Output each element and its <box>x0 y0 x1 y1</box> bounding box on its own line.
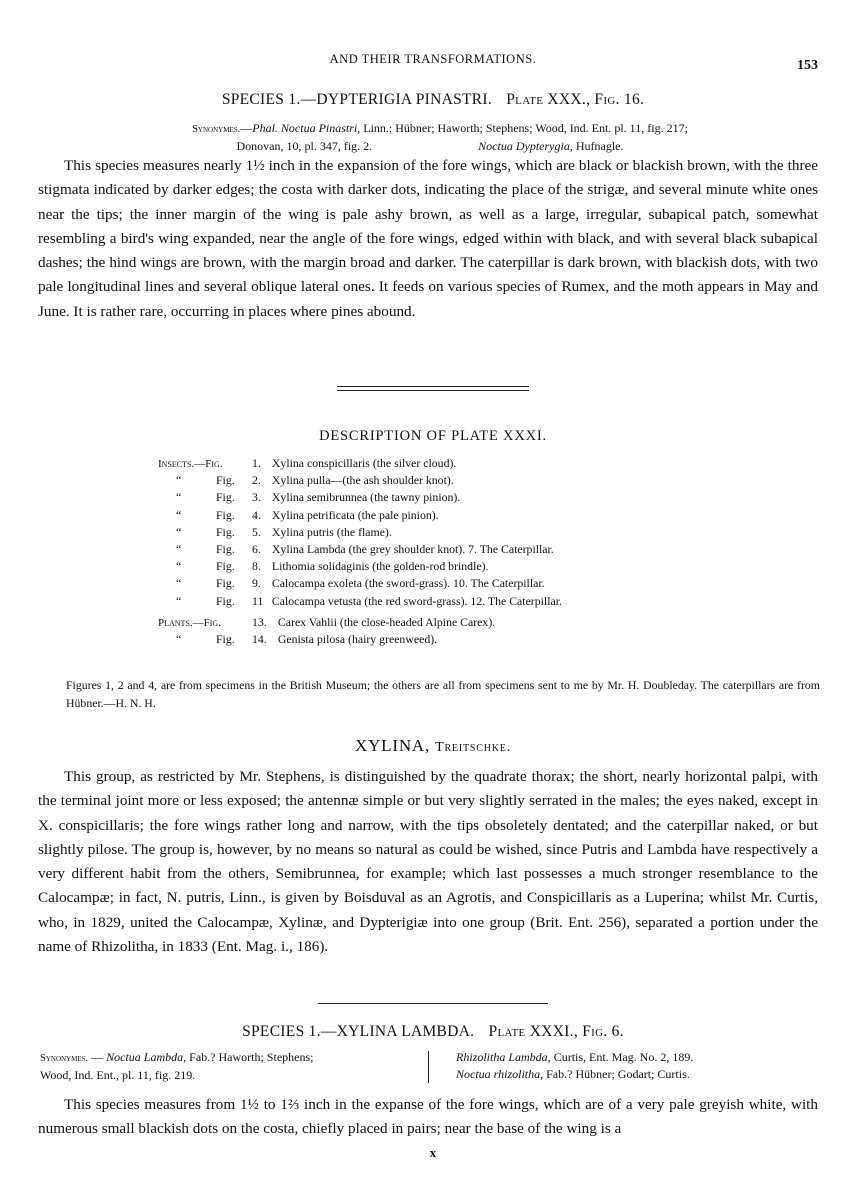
signature-mark: x <box>429 1145 437 1160</box>
fig-label: Fig. <box>216 490 235 505</box>
insects-label: Insects.—Fig. <box>158 458 223 470</box>
list-item <box>158 489 678 506</box>
ditto-mark: “ <box>176 576 182 591</box>
ditto-mark: “ <box>176 524 182 539</box>
figure-number: 11 <box>252 593 264 608</box>
fig-label: Fig. <box>216 524 235 539</box>
figure-list <box>158 455 678 648</box>
list-item <box>158 631 678 648</box>
ditto-mark: “ <box>176 490 182 505</box>
genus-heading <box>0 736 866 756</box>
fig-label: Fig. <box>216 541 235 556</box>
plate-reference: Plate XXX., Fig. 16. <box>506 91 645 108</box>
fig-label: Fig. <box>216 576 235 591</box>
fig-label: Fig. <box>216 631 235 646</box>
figure-number: 13. <box>252 614 267 629</box>
synonyms-label: Synonymes. <box>40 1053 89 1064</box>
figure-caption: Calocampa vetusta (the red sword-grass). 12. The Caterpillar. <box>271 593 562 608</box>
figure-caption: Genista pilosa (hairy greenweed). <box>277 631 438 646</box>
list-item <box>158 593 678 610</box>
genus-name: XYLINA, <box>355 736 431 755</box>
list-item <box>158 455 678 472</box>
figure-number: 2. <box>252 473 261 488</box>
species-title: SPECIES 1.—XYLINA LAMBDA. <box>242 1023 475 1040</box>
ditto-mark: “ <box>176 507 182 522</box>
plate-reference: Plate XXXI., Fig. 6. <box>488 1023 624 1040</box>
list-item <box>158 558 678 575</box>
figure-number: 9. <box>252 576 261 591</box>
page-number: 153 <box>797 58 818 73</box>
species-heading <box>0 1023 866 1041</box>
species-title: SPECIES 1.—DYPTERIGIA PINASTRI. <box>221 91 493 108</box>
figure-caption: Lithomia solidaginis (the golden-rod brindle). <box>271 559 489 574</box>
species-description: This species measures nearly 1½ inch in the expansion of the fore wings, which are black or blackish brown, with the three stigmata indicated by darker edges; the costa with darker dots, indicating the place of the strigæ, and several minute white ones near the tips; the inner margin of the wing is pale ashy brown, as well as a large, irregular, subapical patch, somewhat resembling a bird's wing expanded, near the angle of the fore wings, edged within with black, and with several black subapical dashes; the hind wings are brown, with the margin broad and darker. The caterpillar is dark brown, with blackish dots, with two pale longitudinal lines and several oblique lateral ones. It feeds on various species of Rumex, and the moth appears in May and June. It is rather rare, occurring in places where pines abound. <box>38 157 818 320</box>
plants-label: Plants.—Fig. <box>158 616 221 629</box>
synonyms-text: Fab.? Haworth; Stephens; <box>186 1050 314 1064</box>
section-divider <box>337 386 529 387</box>
ditto-mark: “ <box>176 541 182 556</box>
running-head: AND THEIR TRANSFORMATIONS. <box>329 52 537 66</box>
fig-label: Fig. <box>216 593 235 608</box>
figure-caption: Xylina semibrunnea (the tawny pinion). <box>271 490 461 505</box>
synonyms-text: Donovan, 10, pl. 347, fig. 2. <box>236 139 373 153</box>
synonym-name: Phal. Noctua Pinastri, <box>252 121 361 135</box>
list-item <box>158 524 678 541</box>
list-item <box>158 507 678 524</box>
fig-label: Fig. <box>216 559 235 574</box>
synonyms-line <box>60 120 820 138</box>
synonyms-line <box>40 138 820 154</box>
figure-number: 6. <box>252 541 261 556</box>
synonyms-line <box>456 1066 836 1083</box>
synonyms-block <box>60 120 820 154</box>
ditto-mark: “ <box>176 473 182 488</box>
synonyms-text: — <box>240 121 253 135</box>
plate-description-title: DESCRIPTION OF PLATE XXXI. <box>319 428 547 444</box>
synonyms-line: Synonymes. — Noctua Lambda, Fab.? Haworth; Stephens; <box>40 1050 314 1064</box>
figure-caption: Xylina conspicillaris (the silver cloud). <box>271 456 457 470</box>
figure-number: 3. <box>252 490 261 505</box>
synonym-name: Noctua rhizolitha, <box>456 1067 544 1081</box>
species-description: This species measures from 1½ to 1⅔ inch in the expanse of the fore wings, which are of a very pale greyish white, with numerous small blackish dots on the costa, chiefly placed in pairs; near the base of the wing is a <box>38 1096 818 1138</box>
list-item <box>158 541 678 558</box>
synonyms-line: Wood, Ind. Ent., pl. 11, fig. 219. <box>40 1068 196 1082</box>
synonyms-left-column <box>40 1049 422 1084</box>
figure-number: 1. <box>252 456 261 470</box>
figure-number: 14. <box>252 631 267 646</box>
list-item <box>158 614 678 631</box>
synonyms-text: Curtis, Ent. Mag. No. 2, 189. <box>550 1050 694 1064</box>
ditto-mark: “ <box>176 631 182 646</box>
synonyms-text: Linn.; Hübner; Haworth; Stephens; Wood, Ind. Ent. pl. 11, fig. 217; <box>360 121 688 135</box>
plate-note: Figures 1, 2 and 4, are from specimens in the British Museum; the others are all from specimens sent to me by Mr. H. Doubleday. The caterpillars are from Hübner.—H. N. H. <box>66 678 820 710</box>
synonyms-label: Synonymes. <box>192 124 241 135</box>
figure-number: 8. <box>252 559 261 574</box>
genus-author: Treitschke. <box>435 740 511 755</box>
figure-caption: Xylina pulla—(the ash shoulder knot). <box>271 473 454 488</box>
figure-caption: Carex Vahlii (the close-headed Alpine Carex). <box>277 614 496 629</box>
synonym-name: Noctua Lambda, <box>106 1050 187 1064</box>
synonyms-text: Hufnagle. <box>572 139 624 153</box>
synonym-name: Noctua Dypterygia, <box>478 139 573 153</box>
section-divider <box>318 1003 548 1004</box>
figure-caption: Xylina Lambda (the grey shoulder knot). 7. The Caterpillar. <box>271 541 554 556</box>
figure-number: 5. <box>252 524 261 539</box>
synonyms-right-column <box>456 1049 836 1083</box>
synonyms-line <box>456 1049 836 1066</box>
section-divider <box>337 390 529 391</box>
synonyms-text: Fab.? Hübner; Godart; Curtis. <box>543 1067 690 1081</box>
synonym-name: Rhizolitha Lambda, <box>456 1050 551 1064</box>
ditto-mark: “ <box>176 593 182 608</box>
figure-caption: Xylina petrificata (the pale pinion). <box>271 507 439 522</box>
figure-caption: Calocampa exoleta (the sword-grass). 10. The Caterpillar. <box>271 576 545 591</box>
genus-description: This group, as restricted by Mr. Stephens, is distinguished by the quadrate thorax; the short, nearly horizontal palpi, with the terminal joint more or less exposed; the antennæ simple or but very slightly serrated in the males; the eyes naked, except in X. conspicillaris; the fore wings rather long and narrow, with the tips obsoletely dentated; and the caterpillar naked, or but slightly pilose. The group is, however, by no means so natural as could be wished, since Putris and Lambda have respectively a very different habit from the others, Semibrunnea, for example; which last possesses a much stronger resemblance to the Calocampæ; in fact, N. putris, Linn., is given by Boisduval as an Agrotis, and Conspicillaris as a Luperina; whilst Mr. Curtis, who, in 1829, united the Calocampæ, Xylinæ, and Dypterigiæ into one group (Brit. Ent. 256), separated a portion under the name of Rhizolitha, in 1833 (Ent. Mag. i., 186). <box>38 768 818 956</box>
figure-number: 4. <box>252 507 261 522</box>
column-divider <box>428 1051 429 1083</box>
list-item <box>158 472 678 489</box>
fig-label: Fig. <box>216 507 235 522</box>
fig-label: Fig. <box>216 473 235 488</box>
ditto-mark: “ <box>176 559 182 574</box>
list-item <box>158 575 678 592</box>
figure-caption: Xylina putris (the flame). <box>271 524 392 539</box>
species-heading <box>0 91 866 109</box>
